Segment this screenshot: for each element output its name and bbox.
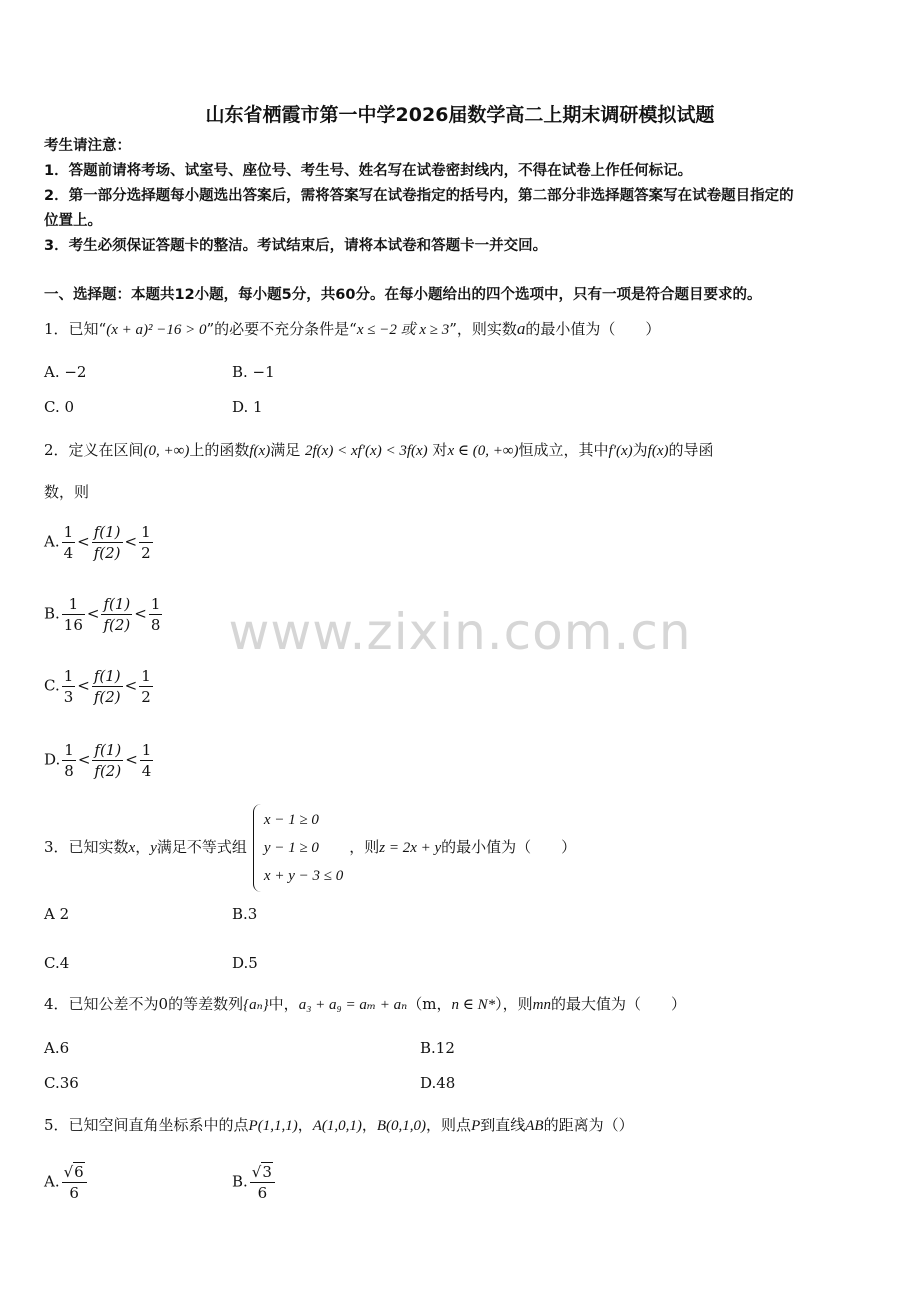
question-2: 2．定义在区间(0, +∞)上的函数f(x)满足 2f(x) < xf′(x) < 3f(x) 对x ∈ (0, +∞)恒成立，其中f′(x)为f(x)的导函 [44,441,714,459]
inequality-system: x − 1 ≥ 0 y − 1 ≥ 0 x + y − 3 ≤ 0 [253,804,343,892]
notice-heading: 考生请注意： [44,138,131,154]
q1-option-d[interactable]: D. 1 [232,398,263,416]
notice-item-2-cont: 位置上。 [44,213,102,229]
q3-option-d[interactable]: D.5 [232,954,258,972]
page-title: 山东省栖霞市第一中学2026届数学高二上期末调研模拟试题 [205,104,715,126]
question-3: 3．已知实数x，y满足不等式组 x − 1 ≥ 0 y − 1 ≥ 0 x + y − 3 ≤ 0 ，则z = 2x + y的最小值为（ ） [44,804,576,892]
q1-option-b[interactable]: B. −1 [232,363,275,381]
q4-option-a[interactable]: A.6 [44,1039,70,1057]
q3-option-c[interactable]: C.4 [44,954,70,972]
watermark: www.zixin.com.cn [228,603,692,661]
notice-block [44,134,884,259]
q3-option-a[interactable]: A 2 [44,905,70,923]
question-5: 5．已知空间直角坐标系中的点P(1,1,1)，A(1,0,1)，B(0,1,0)，则点P到直线AB的距离为（） [44,1116,634,1134]
notice-item-2: 2．第一部分选择题每小题选出答案后，需将答案写在试卷指定的括号内，第二部分非选择题答案写在试卷题目指定的 [44,188,794,204]
q4-option-d[interactable]: D.48 [420,1074,456,1092]
q2-option-b[interactable]: B. $\frac{1}{16}$ < $\frac{f(1)}{f(2)}$ < $\frac{1}{8}$ [44,595,161,634]
notice-item-1: 1．答题前请将考场、试室号、座位号、考生号、姓名写在试卷密封线内，不得在试卷上作任何标记。 [44,163,693,179]
q3-option-b[interactable]: B.3 [232,905,258,923]
q4-option-b[interactable]: B.12 [420,1039,455,1057]
q2-option-a[interactable]: A. $\frac{1}{4}$ < $\frac{f(1)}{f(2)}$ < $\frac{1}{2}$ [44,523,151,562]
notice-item-3: 3．考生必须保证答题卡的整洁。考试结束后，请将本试卷和答题卡一并交回。 [44,238,548,254]
q1-option-a[interactable]: A. −2 [44,363,87,381]
question-4: 4．已知公差不为0的等差数列{aₙ}中，a₃ + a₉ = aₘ + aₙ（m，n ∈ N*），则mn的最大值为（ ） [44,995,686,1013]
section-heading: 一、选择题：本题共12小题，每小题5分，共60分。在每小题给出的四个选项中，只有一项是符合题目要求的。 [44,287,762,303]
question-2-cont: 数，则 [44,483,90,501]
question-1: 1．已知“(x + a)² −16 > 0”的必要不充分条件是“x ≤ −2 或 x ≥ 3”，则实数a的最小值为（ ） [44,319,661,338]
q5-option-b[interactable]: B. $\frac{√3}{6}$ [232,1162,277,1203]
q2-option-d[interactable]: D. $\frac{1}{8}$ < $\frac{f(1)}{f(2)}$ < $\frac{1}{4}$ [44,741,152,780]
q1-option-c[interactable]: C. 0 [44,398,75,416]
q5-option-a[interactable]: A. $\frac{√6}{6}$ [44,1162,89,1203]
q2-option-c[interactable]: C. $\frac{1}{3}$ < $\frac{f(1)}{f(2)}$ < $\frac{1}{2}$ [44,667,151,706]
q4-option-c[interactable]: C.36 [44,1074,79,1092]
